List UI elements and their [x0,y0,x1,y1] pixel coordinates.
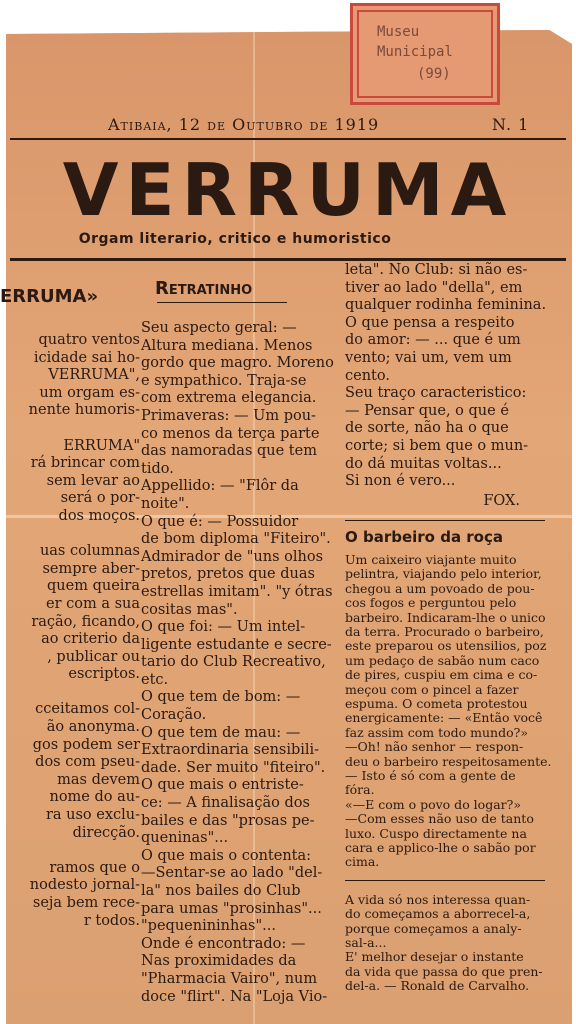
text-line: de sorte, não ha o que [345,420,509,437]
text-line: cento. [345,367,390,384]
text-line: nome do au- [49,789,140,806]
text-line: —Sentar-se ao lado "del- [141,865,323,882]
text-line: O que mais o entriste- [141,777,304,794]
text-line: r todos. [83,912,140,929]
stamp-line-3: (99) [417,66,451,82]
text-line: A vida só nos interessa quan- [345,891,531,907]
top-rule [10,138,566,140]
text-line: bailes e das "prosas pe- [141,812,315,829]
text-line: O que tem de bom: — [141,689,301,706]
text-line: direcção. [72,824,140,841]
text-line: O que pensa a respeito [345,314,515,331]
retratinho-underline [157,302,287,303]
text-line: Primaveras: — Um pou- [141,407,316,424]
text-line: nente humoris- [28,402,140,419]
text-line: Seu traço caracteristico: [345,385,527,402]
text-line: Coração. [141,707,207,724]
text-line: cos fogos e perguntou pelo [345,595,517,611]
text-line: co menos da terça parte [141,425,320,442]
text-line: cositas mas". [141,601,238,618]
text-line: fóra. [345,782,375,798]
stamp-line-1: Museu [377,24,420,40]
text-line: icidade sai ho- [33,349,140,366]
text-line: porque começamos a analy- [345,920,522,936]
retratinho-continuation [345,262,550,491]
text-line: la" nos bailes do Club [141,883,301,899]
text-line: queninas"... [141,830,229,847]
text-line: das namoradas que tem [141,443,317,460]
column-right [345,262,550,994]
text-line: E' melhor desejar o instante [345,949,524,965]
text-line: de bom diploma "Fiteiro". [141,531,331,548]
text-line: ração, ficando, [31,613,140,630]
text-line: luxo. Cuspo directamente na [345,825,527,841]
text-line: dade. Ser muito "fiteiro". [141,759,326,776]
text-line: ligente estudante e secre- [141,636,332,653]
text-line: del-a. — Ronald de Carvalho. [345,978,530,994]
text-line: pretos, pretos que duas [141,566,315,583]
text-line: ramos que o [49,859,140,876]
text-line: tiver ao lado "della", em [345,279,523,296]
text-line: «—E com o povo do logar?» [345,796,521,812]
text-line: do dá muitas voltas... [345,455,502,472]
text-line: Extraordinaria sensibili- [141,742,320,759]
editorial-text [0,332,140,930]
text-line: gos podem ser [32,736,140,753]
text-line: rá brincar com [30,455,140,472]
text-line: Si non é vero... [345,473,456,490]
quote-rule [345,880,545,881]
text-line: para umas "prosinhas"... [141,900,322,917]
text-line: do começamos a aborrecel-a, [345,906,531,922]
text-line: uas columnas [39,543,140,560]
text-line: pelintra, viajando pelo interior, [345,566,542,582]
text-line: chegou a um povoado de pou- [345,580,535,596]
text-line: Onde é encontrado: — [141,935,306,952]
text-line: Um caixeiro viajante muito [345,551,517,567]
text-line: da terra. Procurado o barbeiro, [345,623,544,639]
text-line: barbeiro. Indicaram-lhe o unico [345,609,546,625]
text-line: estrellas imitam". "y ótras [141,583,333,600]
text-line: com extrema elegancia. [141,390,317,407]
text-line: ERRUMA" [63,437,140,454]
text-line: tario do Club Recreativo, [141,654,326,671]
text-line: ão anonyma. [46,719,140,736]
text-line: cima. [345,854,380,870]
text-line: faz assim com todo mundo?» [345,724,528,740]
text-line: ra uso exclu- [45,807,140,824]
text-line: Admirador de "uns olhos [141,548,324,565]
text-line: leta". No Club: si não es- [345,262,528,278]
text-line: sempre aber- [42,560,140,577]
text-line: dos moços. [58,507,140,524]
text-line: nodesto jornal- [29,877,140,894]
text-line: "pequenininhas"... [141,918,276,935]
text-line: O que mais o contenta: [141,847,312,864]
text-line: Seu aspecto geral: — [141,320,297,336]
text-line: e sympathico. Traja-se [141,372,307,389]
retratinho-heading: Retratinho [155,278,253,299]
column-retratinho [141,278,341,1006]
text-line: —Com esses não uso de tanto [345,811,534,827]
text-line: da vida que passa do que pren- [345,963,543,979]
text-line: VERRUMA", [48,367,140,384]
text-line: , publicar ou [47,648,140,665]
text-line: dos com pseu- [35,754,140,771]
text-line: um orgam es- [39,384,140,401]
barbeiro-text [345,553,550,870]
masthead-subtitle: Orgam literario, critico e humoristico [78,231,392,247]
text-line: "Pharmacia Vairo", num [141,970,318,987]
text-line [0,842,140,860]
barbeiro-heading: O barbeiro da roça [345,528,504,547]
text-line: energicamente: — «Então você [345,710,543,726]
text-line: quatro ventos [38,332,140,348]
museum-stamp [350,3,500,105]
text-line: — Isto é só com a gente de [345,768,516,783]
text-line: ao criterio da [41,631,140,648]
text-line: cceitamos col- [35,701,140,718]
text-line: deu o barbeiro respeitosamente. [345,753,552,769]
text-line: este preparou os utensilios, poz [345,638,547,654]
text-line: O que é: — Possuidor [141,513,299,530]
stamp-line-2: Municipal [377,44,453,60]
retratinho-text [141,320,341,1006]
signature: FOX. [483,492,520,509]
text-line: escriptos. [68,666,140,683]
text-line: etc. [141,671,169,688]
text-line: vento; vai um, vem um [345,349,512,366]
text-line: um pedaço de sabão num caco [345,652,540,668]
text-line: qualquer rodinha feminina. [345,297,547,314]
masthead-rule [10,258,566,261]
text-line: cara e applico-lhe o sabão por [345,840,536,856]
text-line: corte; si bem que o mun- [345,437,529,454]
text-line: gordo que magro. Moreno [141,355,334,372]
text-line [0,420,140,438]
text-line: quem queira [47,578,140,595]
text-line: meçou com o pincel a fazer [345,681,519,697]
section-rule [345,520,545,521]
quote-text [345,893,550,994]
text-line: —Oh! não senhor — respon- [345,739,524,755]
text-line: tido. [141,460,174,477]
text-line: do amor: — ... que é um [345,332,521,349]
text-line: Altura mediana. Menos [141,337,313,354]
text-line: Nas proximidades da [141,953,297,970]
text-line: sem levar ao [46,472,140,489]
text-line: mas devem [57,771,140,788]
text-line [0,684,140,702]
text-line: será o por- [60,490,140,507]
editorial-heading: ERRUMA» [0,286,99,307]
issue-date: Atibaia, 12 de Outubro de 1919 [108,115,380,134]
text-line: ce: — A finalisação dos [141,795,310,812]
issue-number: N. 1 [492,115,530,134]
text-line: er com a sua [45,595,140,612]
text-line: — Pensar que, o que é [345,402,509,419]
masthead-title: VERRUMA [62,148,514,232]
text-line: O que tem de mau: — [141,724,301,741]
text-line: doce "flirt". Na "Loja Vio- [141,988,328,1005]
column-editorial [0,286,140,930]
text-line: espuma. O cometa protestou [345,695,528,711]
text-line: seja bem rece- [32,895,140,911]
text-line: sal-a... [345,935,387,951]
text-line: Appellido: — "Flôr da [141,478,299,495]
text-line: O que foi: — Um intel- [141,619,306,636]
text-line [0,526,140,544]
text-line: de pires, cuspiu em cima e co- [345,667,538,683]
text-line: noite". [141,495,190,512]
